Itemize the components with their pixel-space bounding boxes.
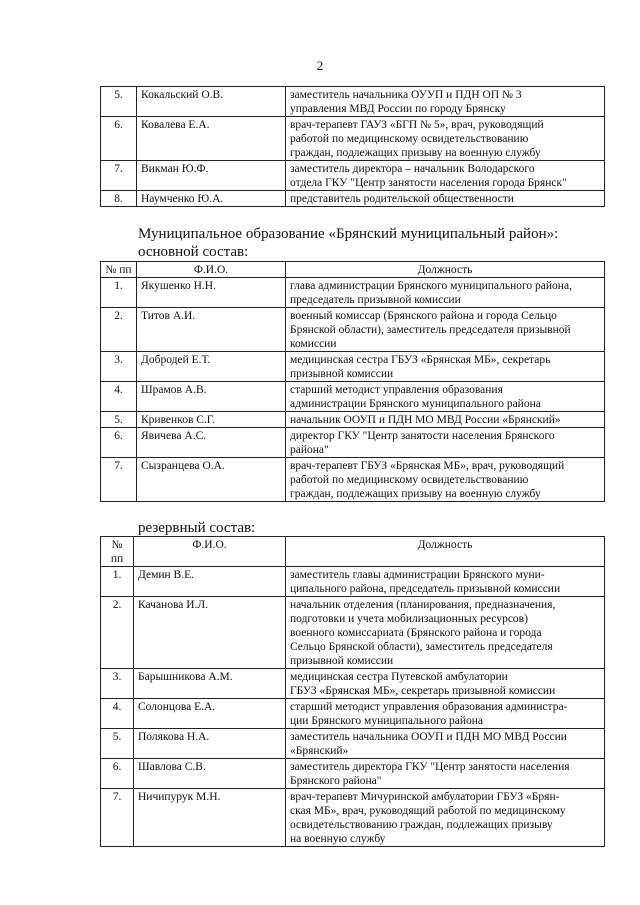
- member-position: [286, 428, 605, 458]
- position-line: ции Брянского муниципального района: [290, 715, 484, 727]
- member-name: Сызранцева О.А.: [137, 458, 286, 502]
- member-name: Шавлова С.В.: [134, 759, 286, 789]
- row-number: 7.: [101, 161, 137, 191]
- position-line: заместитель начальника ООУП и ПДН МО МВД России: [290, 731, 567, 743]
- position-line: граждан, подлежащих призыву на военную службу: [290, 147, 541, 159]
- member-name: Шрамов А.В.: [137, 382, 286, 412]
- position-line: района": [290, 444, 329, 456]
- row-number: 3.: [101, 669, 134, 699]
- table-row: [101, 87, 605, 117]
- member-name: Титов А.И.: [137, 308, 286, 352]
- position-line: представитель родительской общественности: [290, 193, 514, 205]
- row-number: 7.: [101, 789, 134, 847]
- position-line: отдела ГКУ "Центр занятости населения города Брянск": [290, 177, 567, 189]
- position-line: работой по медицинскому освидетельствованию: [290, 474, 529, 486]
- table-row: [101, 412, 605, 428]
- position-line: работой по медицинскому освидетельствованию: [290, 133, 529, 145]
- row-number: 4.: [101, 382, 137, 412]
- table-row: [101, 352, 605, 382]
- position-line: врач-терапевт ГБУЗ «Брянская МБ», врач, руководящий: [290, 460, 565, 472]
- member-position: [286, 458, 605, 502]
- member-position: [286, 669, 605, 699]
- position-line: ская МБ», врач, руководящий работой по медицинскому: [290, 805, 566, 817]
- member-name: Ничипурук М.Н.: [134, 789, 286, 847]
- member-name: Наумченко Ю.А.: [137, 191, 286, 207]
- member-position: [286, 117, 605, 161]
- member-position: [286, 308, 605, 352]
- position-line: освидетельствованию граждан, подлежащих призыву: [290, 819, 553, 831]
- table-row: [101, 567, 605, 597]
- table-header-row: [101, 537, 605, 567]
- row-number: 6.: [101, 428, 137, 458]
- member-position: [286, 382, 605, 412]
- member-name: Демин В.Е.: [134, 567, 286, 597]
- position-line: военный комиссар (Брянского района и города Сельцо: [290, 310, 557, 322]
- position-line: военного комиссариата (Брянского района и города: [290, 627, 542, 639]
- member-name: Добродей Е.Т.: [137, 352, 286, 382]
- position-line: заместитель директора ГКУ "Центр занятости населения: [290, 761, 570, 773]
- reserve-title: резервный состав:: [138, 520, 256, 536]
- position-line: граждан, подлежащих призыву на военную службу: [290, 488, 541, 500]
- position-line: старший методист управления образования: [290, 384, 503, 396]
- header-name: Ф.И.О.: [134, 537, 286, 567]
- page-number: 2: [316, 58, 324, 73]
- member-position: [286, 87, 605, 117]
- table-row: [101, 278, 605, 308]
- position-line: старший методист управления образования администра-: [290, 701, 568, 713]
- row-number: 1.: [101, 567, 134, 597]
- member-name: Ковалева Е.А.: [137, 117, 286, 161]
- table-row: [101, 729, 605, 759]
- row-number: 6.: [101, 117, 137, 161]
- section-title: [138, 225, 558, 261]
- table-row: [101, 428, 605, 458]
- table-row: [101, 597, 605, 669]
- member-name: Викман Ю.Ф.: [137, 161, 286, 191]
- row-number: 2.: [101, 597, 134, 669]
- table-row: [101, 699, 605, 729]
- row-number: 2.: [101, 308, 137, 352]
- row-number: 3.: [101, 352, 137, 382]
- header-name: Ф.И.О.: [137, 262, 286, 278]
- position-line: председатель призывной комиссии: [290, 294, 461, 306]
- position-line: призывной комиссии: [290, 368, 394, 380]
- row-number: 8.: [101, 191, 137, 207]
- section-title-municipality: Муниципальное образование «Брянский муниципальный район»:: [138, 226, 559, 242]
- member-position: [286, 278, 605, 308]
- position-line: медицинская сестра Путевской амбулатории: [290, 671, 508, 683]
- member-position: [286, 412, 605, 428]
- row-number: 5.: [101, 87, 137, 117]
- position-line: Брянского района": [290, 775, 382, 787]
- member-name: Качанова И.Л.: [134, 597, 286, 669]
- position-line: администрации Брянского муниципального района: [290, 398, 541, 410]
- position-line: Брянской области), заместитель председателя призывной: [290, 324, 571, 336]
- member-name: Полякова Н.А.: [134, 729, 286, 759]
- member-name: Кокальский О.В.: [137, 87, 286, 117]
- member-position: [286, 161, 605, 191]
- table-header-row: [101, 262, 605, 278]
- table-row: [101, 458, 605, 502]
- top-members-table: [100, 86, 605, 207]
- member-position: [286, 352, 605, 382]
- member-name: Солонцова Е.А.: [134, 699, 286, 729]
- header-position: Должность: [286, 262, 605, 278]
- member-name: Явичева А.С.: [137, 428, 286, 458]
- table-row: [101, 382, 605, 412]
- position-line: «Брянский»: [290, 745, 349, 757]
- position-line: начальник отделения (планирования, предназначения,: [290, 599, 556, 611]
- position-line: медицинская сестра ГБУЗ «Брянская МБ», секретарь: [290, 354, 551, 366]
- row-number: 5.: [101, 412, 137, 428]
- position-line: подготовки и учета мобилизационных ресурсов): [290, 613, 528, 625]
- member-name: Якушенко Н.Н.: [137, 278, 286, 308]
- row-number: 5.: [101, 729, 134, 759]
- member-position: [286, 729, 605, 759]
- table-row: [101, 308, 605, 352]
- row-number: 6.: [101, 759, 134, 789]
- position-line: ципального района, председатель призывной комиссии: [290, 583, 561, 595]
- table-row: [101, 191, 605, 207]
- table-row: [101, 789, 605, 847]
- member-position: [286, 699, 605, 729]
- position-line: на военную службу: [290, 833, 386, 845]
- position-line: директор ГКУ "Центр занятости населения Брянского: [290, 430, 555, 442]
- table-row: [101, 161, 605, 191]
- member-name: Барышникова А.М.: [134, 669, 286, 699]
- table-row: [101, 669, 605, 699]
- position-line: заместитель директора – начальник Володарского: [290, 163, 535, 175]
- position-line: комиссии: [290, 338, 337, 350]
- member-position: [286, 567, 605, 597]
- member-name: Кривенков С.Г.: [137, 412, 286, 428]
- member-position: [286, 789, 605, 847]
- header-number: № пп: [101, 262, 137, 278]
- row-number: 7.: [101, 458, 137, 502]
- position-line: заместитель начальника ОУУП и ПДН ОП № 3: [290, 89, 522, 101]
- position-line: управления МВД России по городу Брянску: [290, 103, 506, 115]
- member-position: [286, 191, 605, 207]
- main-composition-table: [100, 261, 605, 502]
- position-line: Сельцо Брянской области), заместитель председателя: [290, 641, 553, 653]
- row-number: 1.: [101, 278, 137, 308]
- position-line: ГБУЗ «Брянская МБ», секретарь призывной комиссии: [290, 685, 556, 697]
- position-line: врач-терапевт ГАУЗ «БГП № 5», врач, руководящий: [290, 119, 544, 131]
- position-line: заместитель главы администрации Брянского муни-: [290, 569, 545, 581]
- header-position: Должность: [286, 537, 605, 567]
- header-number: № пп: [101, 537, 134, 567]
- table-row: [101, 117, 605, 161]
- position-line: врач-терапевт Мичуринской амбулатории ГБУЗ «Брян-: [290, 791, 560, 803]
- position-line: призывной комиссии: [290, 655, 394, 667]
- row-number: 4.: [101, 699, 134, 729]
- section-title-main-composition: основной состав:: [138, 244, 249, 260]
- position-line: глава администрации Брянского муниципального района,: [290, 280, 572, 292]
- member-position: [286, 597, 605, 669]
- position-line: начальник ООУП и ПДН МО МВД России «Брянский»: [290, 414, 561, 426]
- table-row: [101, 759, 605, 789]
- member-position: [286, 759, 605, 789]
- reserve-composition-table: [100, 536, 605, 847]
